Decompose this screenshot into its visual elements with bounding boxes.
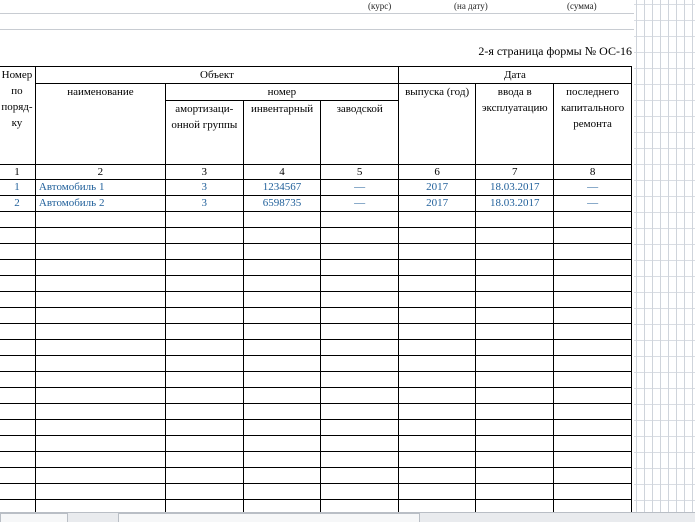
- empty-cell[interactable]: [243, 468, 321, 484]
- empty-cell[interactable]: [165, 404, 243, 420]
- empty-cell[interactable]: [243, 308, 321, 324]
- empty-cell[interactable]: [243, 228, 321, 244]
- empty-row: [0, 260, 632, 276]
- empty-cell[interactable]: [35, 420, 165, 436]
- empty-cell[interactable]: [398, 212, 475, 228]
- empty-cell[interactable]: [476, 372, 554, 388]
- empty-cell[interactable]: [476, 452, 554, 468]
- cell-inventory[interactable]: 1234567: [243, 180, 321, 196]
- empty-cell[interactable]: [321, 452, 399, 468]
- header-last-repair[interactable]: последнего капитального ремонта: [554, 84, 632, 165]
- empty-row: [0, 420, 632, 436]
- empty-row: [0, 436, 632, 452]
- empty-cell[interactable]: [321, 356, 399, 372]
- empty-cell[interactable]: [0, 340, 35, 356]
- empty-cell[interactable]: [321, 212, 399, 228]
- empty-cell[interactable]: [35, 260, 165, 276]
- empty-row: [0, 452, 632, 468]
- empty-cell[interactable]: [165, 292, 243, 308]
- empty-cell[interactable]: [0, 212, 35, 228]
- column-numbers-row: [0, 165, 632, 180]
- empty-cell[interactable]: [321, 484, 399, 500]
- col-num[interactable]: 8: [554, 165, 632, 180]
- empty-row: [0, 292, 632, 308]
- empty-row: [0, 244, 632, 260]
- empty-cell[interactable]: [165, 372, 243, 388]
- empty-cell[interactable]: [0, 404, 35, 420]
- empty-cell[interactable]: [35, 484, 165, 500]
- rate-label: (курс): [368, 1, 392, 11]
- empty-cell[interactable]: [165, 308, 243, 324]
- empty-cell[interactable]: [398, 324, 475, 340]
- empty-cell[interactable]: [476, 276, 554, 292]
- empty-cell[interactable]: [398, 340, 475, 356]
- empty-cell[interactable]: [0, 228, 35, 244]
- asset-table: [0, 66, 632, 516]
- empty-cell[interactable]: [554, 420, 632, 436]
- empty-cell[interactable]: [476, 420, 554, 436]
- empty-cell[interactable]: [476, 212, 554, 228]
- cell-name[interactable]: Автомобиль 1: [35, 180, 165, 196]
- col-num[interactable]: 4: [243, 165, 321, 180]
- empty-cell[interactable]: [35, 276, 165, 292]
- empty-cell[interactable]: [243, 404, 321, 420]
- empty-cell[interactable]: [35, 468, 165, 484]
- empty-cell[interactable]: [476, 356, 554, 372]
- empty-cell[interactable]: [476, 244, 554, 260]
- col-num[interactable]: 2: [35, 165, 165, 180]
- empty-cell[interactable]: [554, 388, 632, 404]
- empty-cell[interactable]: [321, 468, 399, 484]
- empty-cell[interactable]: [554, 308, 632, 324]
- header-date[interactable]: Дата: [398, 67, 631, 84]
- cell-factory[interactable]: —: [321, 196, 399, 212]
- empty-cell[interactable]: [554, 436, 632, 452]
- empty-cell[interactable]: [398, 228, 475, 244]
- empty-cell[interactable]: [476, 308, 554, 324]
- empty-cell[interactable]: [321, 404, 399, 420]
- empty-cell[interactable]: [35, 340, 165, 356]
- empty-cell[interactable]: [0, 436, 35, 452]
- empty-cell[interactable]: [243, 292, 321, 308]
- empty-cell[interactable]: [321, 324, 399, 340]
- empty-cell[interactable]: [165, 228, 243, 244]
- empty-cell[interactable]: [554, 260, 632, 276]
- empty-cell[interactable]: [321, 436, 399, 452]
- empty-cell[interactable]: [35, 212, 165, 228]
- header-depreciation-group[interactable]: амортизаци- онной группы: [165, 101, 243, 165]
- empty-cell[interactable]: [398, 452, 475, 468]
- empty-cell[interactable]: [476, 324, 554, 340]
- col-num[interactable]: 5: [321, 165, 399, 180]
- table-row: [0, 196, 632, 212]
- empty-cell[interactable]: [398, 292, 475, 308]
- empty-cell[interactable]: [243, 212, 321, 228]
- cell-repair[interactable]: —: [554, 196, 632, 212]
- empty-cell[interactable]: [0, 244, 35, 260]
- empty-cell[interactable]: [554, 356, 632, 372]
- empty-cell[interactable]: [398, 276, 475, 292]
- empty-cell[interactable]: [0, 292, 35, 308]
- col-num[interactable]: 7: [476, 165, 554, 180]
- empty-cell[interactable]: [243, 388, 321, 404]
- empty-cell[interactable]: [35, 436, 165, 452]
- empty-cell[interactable]: [321, 276, 399, 292]
- header-inventory[interactable]: инвентарный: [243, 101, 321, 165]
- empty-cell[interactable]: [243, 260, 321, 276]
- empty-cell[interactable]: [243, 340, 321, 356]
- empty-cell[interactable]: [35, 228, 165, 244]
- empty-cell[interactable]: [476, 292, 554, 308]
- cell-group[interactable]: 3: [165, 196, 243, 212]
- empty-cell[interactable]: [165, 436, 243, 452]
- empty-cell[interactable]: [35, 292, 165, 308]
- empty-cell[interactable]: [398, 388, 475, 404]
- empty-cell[interactable]: [35, 308, 165, 324]
- cell-inventory[interactable]: 6598735: [243, 196, 321, 212]
- empty-row: [0, 484, 632, 500]
- spreadsheet-grid-right[interactable]: [634, 0, 695, 514]
- empty-cell[interactable]: [476, 260, 554, 276]
- empty-cell[interactable]: [35, 452, 165, 468]
- empty-cell[interactable]: [554, 244, 632, 260]
- empty-row: [0, 388, 632, 404]
- header-release[interactable]: выпуска (год): [398, 84, 475, 165]
- empty-row: [0, 228, 632, 244]
- empty-cell[interactable]: [243, 324, 321, 340]
- empty-row: [0, 356, 632, 372]
- empty-cell[interactable]: [554, 452, 632, 468]
- col-num[interactable]: 1: [0, 165, 35, 180]
- empty-row: [0, 212, 632, 228]
- empty-cell[interactable]: [398, 308, 475, 324]
- empty-cell[interactable]: [476, 340, 554, 356]
- empty-cell[interactable]: [35, 388, 165, 404]
- empty-cell[interactable]: [398, 356, 475, 372]
- empty-row: [0, 276, 632, 292]
- cell-year[interactable]: 2017: [398, 196, 475, 212]
- empty-cell[interactable]: [554, 292, 632, 308]
- empty-cell[interactable]: [0, 356, 35, 372]
- empty-cell[interactable]: [476, 404, 554, 420]
- divider: [0, 29, 634, 30]
- empty-cell[interactable]: [35, 356, 165, 372]
- empty-cell[interactable]: [398, 468, 475, 484]
- empty-row: [0, 340, 632, 356]
- empty-cell[interactable]: [321, 308, 399, 324]
- cell-repair[interactable]: —: [554, 180, 632, 196]
- empty-cell[interactable]: [476, 228, 554, 244]
- empty-cell[interactable]: [165, 484, 243, 500]
- date-label: (на дату): [454, 1, 488, 11]
- empty-cell[interactable]: [165, 356, 243, 372]
- empty-cell[interactable]: [165, 212, 243, 228]
- cell-factory[interactable]: —: [321, 180, 399, 196]
- empty-cell[interactable]: [554, 276, 632, 292]
- empty-cell[interactable]: [554, 324, 632, 340]
- empty-cell[interactable]: [35, 244, 165, 260]
- empty-cell[interactable]: [321, 292, 399, 308]
- empty-rows: [0, 212, 632, 516]
- cell-year[interactable]: 2017: [398, 180, 475, 196]
- cell-commission[interactable]: 18.03.2017: [476, 180, 554, 196]
- empty-cell[interactable]: [554, 372, 632, 388]
- empty-cell[interactable]: [476, 484, 554, 500]
- sum-label: (сумма): [567, 1, 597, 11]
- cell-commission[interactable]: 18.03.2017: [476, 196, 554, 212]
- empty-cell[interactable]: [165, 452, 243, 468]
- empty-cell[interactable]: [165, 260, 243, 276]
- empty-cell[interactable]: [165, 340, 243, 356]
- empty-cell[interactable]: [476, 468, 554, 484]
- empty-cell[interactable]: [35, 404, 165, 420]
- empty-cell[interactable]: [476, 436, 554, 452]
- empty-cell[interactable]: [554, 484, 632, 500]
- empty-cell[interactable]: [243, 436, 321, 452]
- empty-cell[interactable]: [243, 372, 321, 388]
- table-row: [0, 180, 632, 196]
- cell-n[interactable]: 1: [0, 180, 35, 196]
- empty-cell[interactable]: [243, 452, 321, 468]
- empty-row: [0, 308, 632, 324]
- empty-cell[interactable]: [243, 356, 321, 372]
- empty-cell[interactable]: [321, 244, 399, 260]
- empty-cell[interactable]: [165, 388, 243, 404]
- empty-cell[interactable]: [554, 228, 632, 244]
- cell-group[interactable]: 3: [165, 180, 243, 196]
- empty-cell[interactable]: [398, 484, 475, 500]
- empty-cell[interactable]: [398, 372, 475, 388]
- empty-cell[interactable]: [243, 244, 321, 260]
- empty-cell[interactable]: [398, 404, 475, 420]
- empty-cell[interactable]: [321, 228, 399, 244]
- empty-cell[interactable]: [554, 340, 632, 356]
- empty-cell[interactable]: [165, 324, 243, 340]
- divider: [0, 13, 634, 14]
- empty-cell[interactable]: [321, 340, 399, 356]
- page-label: 2-я страница формы № ОС-16: [478, 44, 632, 58]
- empty-cell[interactable]: [554, 468, 632, 484]
- empty-cell[interactable]: [554, 212, 632, 228]
- empty-cell[interactable]: [0, 420, 35, 436]
- empty-cell[interactable]: [554, 404, 632, 420]
- empty-cell[interactable]: [243, 420, 321, 436]
- empty-cell[interactable]: [35, 372, 165, 388]
- empty-cell[interactable]: [321, 420, 399, 436]
- empty-cell[interactable]: [0, 260, 35, 276]
- header-row-number[interactable]: Номер по поряд- ку: [0, 67, 35, 165]
- col-num[interactable]: 6: [398, 165, 475, 180]
- header-commissioning[interactable]: ввода в эксплуатацию: [476, 84, 554, 165]
- empty-row: [0, 468, 632, 484]
- empty-cell[interactable]: [476, 388, 554, 404]
- empty-cell[interactable]: [0, 276, 35, 292]
- empty-cell[interactable]: [165, 244, 243, 260]
- empty-cell[interactable]: [0, 388, 35, 404]
- empty-cell[interactable]: [0, 452, 35, 468]
- empty-cell[interactable]: [243, 276, 321, 292]
- empty-cell[interactable]: [165, 276, 243, 292]
- empty-cell[interactable]: [321, 388, 399, 404]
- empty-cell[interactable]: [0, 468, 35, 484]
- empty-cell[interactable]: [243, 484, 321, 500]
- col-num[interactable]: 3: [165, 165, 243, 180]
- empty-cell[interactable]: [398, 244, 475, 260]
- header-object[interactable]: Объект: [35, 67, 398, 84]
- empty-cell[interactable]: [0, 324, 35, 340]
- empty-cell[interactable]: [165, 420, 243, 436]
- empty-cell[interactable]: [321, 372, 399, 388]
- cell-name[interactable]: Автомобиль 2: [35, 196, 165, 212]
- cell-n[interactable]: 2: [0, 196, 35, 212]
- empty-cell[interactable]: [35, 324, 165, 340]
- empty-row: [0, 324, 632, 340]
- empty-cell[interactable]: [0, 484, 35, 500]
- header-number[interactable]: номер: [165, 84, 398, 101]
- header-factory[interactable]: заводской: [321, 101, 399, 165]
- empty-cell[interactable]: [398, 436, 475, 452]
- empty-row: [0, 372, 632, 388]
- empty-row: [0, 404, 632, 420]
- empty-cell[interactable]: [321, 260, 399, 276]
- empty-cell[interactable]: [0, 372, 35, 388]
- empty-cell[interactable]: [165, 468, 243, 484]
- empty-cell[interactable]: [398, 260, 475, 276]
- empty-cell[interactable]: [398, 420, 475, 436]
- header-name[interactable]: наименование: [35, 84, 165, 165]
- empty-cell[interactable]: [0, 308, 35, 324]
